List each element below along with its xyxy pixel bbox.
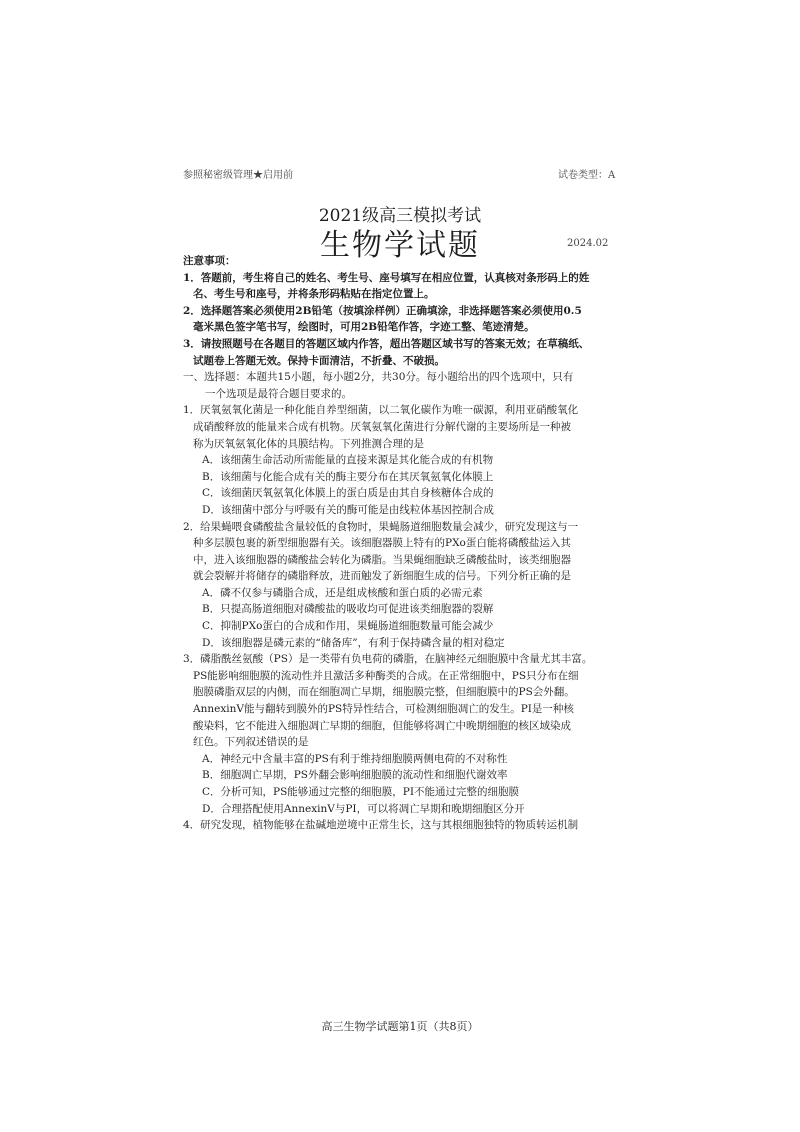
question-3-stem: AnnexinⅤ能与翻转到膜外的PS特异性结合，可检测细胞凋亡的发生。PI是一种核 xyxy=(193,703,574,716)
page-footer: 高三生物学试题第1页（共8页） xyxy=(321,1020,479,1033)
note-2-line-1: 2．选择题答案必须使用2B铅笔（按填涂样例）正确填涂，非选择题答案必须使用0.5 xyxy=(183,304,582,317)
question-2-stem: 中，进入该细胞器的磷酸盐会转化为磷脂。当果蝇细胞缺乏磷酸盐时，该类细胞器 xyxy=(193,553,571,566)
section-heading-line-1: 一、选择题：本题共15小题，每小题2分，共30分。每小题给出的四个选项中，只有 xyxy=(183,371,574,384)
question-2-option-a: A．磷不仅参与磷脂合成，还是组成核酸和蛋白质的必需元素 xyxy=(202,586,483,599)
question-2-option-b: B．只提高肠道细胞对磷酸盐的吸收均可促进该类细胞器的裂解 xyxy=(202,603,494,616)
question-1-option-a: A．该细菌生命活动所需能量的直接来源是其化能合成的有机物 xyxy=(202,454,494,467)
section-heading-line-2: 一个选项是最符合题目要求的。 xyxy=(205,387,352,400)
question-1-option-c: C．该细菌厌氧氨氧化体膜上的蛋白质是由其自身核糖体合成的 xyxy=(202,487,494,500)
question-1-stem: 称为厌氧氨氧化体的具膜结构。下列推测合理的是 xyxy=(193,437,424,450)
note-1-line-2: 名、考生号和座号，并将条形码粘贴在指定位置上。 xyxy=(193,288,435,301)
question-3-option-b: B．细胞凋亡早期，PS外翻会影响细胞膜的流动性和细胞代谢效率 xyxy=(202,769,508,782)
note-2-line-2: 毫米黑色签字笔书写，绘图时，可用2B铅笔作答，字迹工整、笔迹清楚。 xyxy=(193,321,535,334)
question-2-stem: 种多层膜包裹的新型细胞器有关。该细胞器膜上特有的PXo蛋白能将磷酸盐运入其 xyxy=(193,537,571,550)
question-2-stem: 2．给果蝇喂食磷酸盐含量较低的食物时，果蝇肠道细胞数量会减少，研究发现这与一 xyxy=(183,520,579,533)
question-3-stem: PS能影响细胞膜的流动性并且激活多种酶类的合成。在正常细胞中，PS只分布在细 xyxy=(193,669,579,682)
question-1-option-d: D．该细菌中部分与呼吸有关的酶可能是由线粒体基因控制合成 xyxy=(202,503,494,516)
question-2-option-c: C．抑制PXo蛋白的合成和作用，果蝇肠道细胞数量可能会减少 xyxy=(202,620,494,633)
note-3-line-2: 试题卷上答题无效。保持卡面清洁，不折叠、不破损。 xyxy=(193,354,445,367)
exam-body xyxy=(183,253,623,834)
note-1-line-1: 1．答题前，考生将自己的姓名、考生号、座号填写在相应位置，认真核对条形码上的姓 xyxy=(183,271,590,284)
question-2-stem: 就会裂解并将储存的磷脂释放，进而触发了新细胞生成的信号。下列分析正确的是 xyxy=(193,570,571,583)
question-2-option-d: D．该细胞器是磷元素的“储备库”，有利于保持磷含量的相对稳定 xyxy=(202,636,505,649)
question-1-stem: 成硝酸释放的能量来合成有机物。厌氧氨氧化菌进行分解代谢的主要场所是一种被 xyxy=(193,420,571,433)
question-3-option-c: C．分析可知，PS能够通过完整的细胞膜，PI不能通过完整的细胞膜 xyxy=(202,786,520,798)
paper-type-label: 试卷类型：A xyxy=(558,170,616,181)
subject-title: 生物学试题 xyxy=(320,228,480,263)
question-3-option-a: A．神经元中含量丰富的PS有利于维持细胞膜两侧电荷的不对称性 xyxy=(202,752,508,765)
question-3-option-d: D．合理搭配使用AnnexinⅤ与PI，可以将凋亡早期和晚期细胞区分开 xyxy=(202,802,525,815)
exam-title: 2021级高三模拟考试 xyxy=(318,206,482,226)
question-3-stem: 红色。下列叙述错误的是 xyxy=(193,736,309,749)
notes-heading: 注意事项： xyxy=(183,255,236,267)
question-3-stem: 胞膜磷脂双层的内侧，而在细胞凋亡早期，细胞膜完整，但细胞膜中的PS会外翻。 xyxy=(193,686,575,699)
question-1-option-b: B．该细菌与化能合成有关的酶主要分布在其厌氧氨氧化体膜上 xyxy=(202,470,494,483)
confidentiality-label: 参照秘密级管理★启用前 xyxy=(183,170,293,181)
question-1-stem: 1．厌氧氨氧化菌是一种化能自养型细菌，以二氧化碳作为唯一碳源，利用亚硝酸氧化 xyxy=(183,404,579,417)
exam-date: 2024.02 xyxy=(567,238,609,249)
question-4-stem: 4．研究发现，植物能够在盐碱地逆境中正常生长，这与其根细胞独特的物质转运机制 xyxy=(183,819,579,832)
question-3-stem: 3．磷脂酰丝氨酸（PS）是一类带有负电荷的磷脂，在脑神经元细胞膜中含量尤其丰富。 xyxy=(183,653,593,666)
question-3-stem: 酸染料，它不能进入细胞凋亡早期的细胞，但能够将凋亡中晚期细胞的核区域染成 xyxy=(193,719,571,732)
note-3-line-1: 3．请按照题号在各题目的答题区域内作答，超出答题区域书写的答案无效；在草稿纸、 xyxy=(183,337,590,350)
